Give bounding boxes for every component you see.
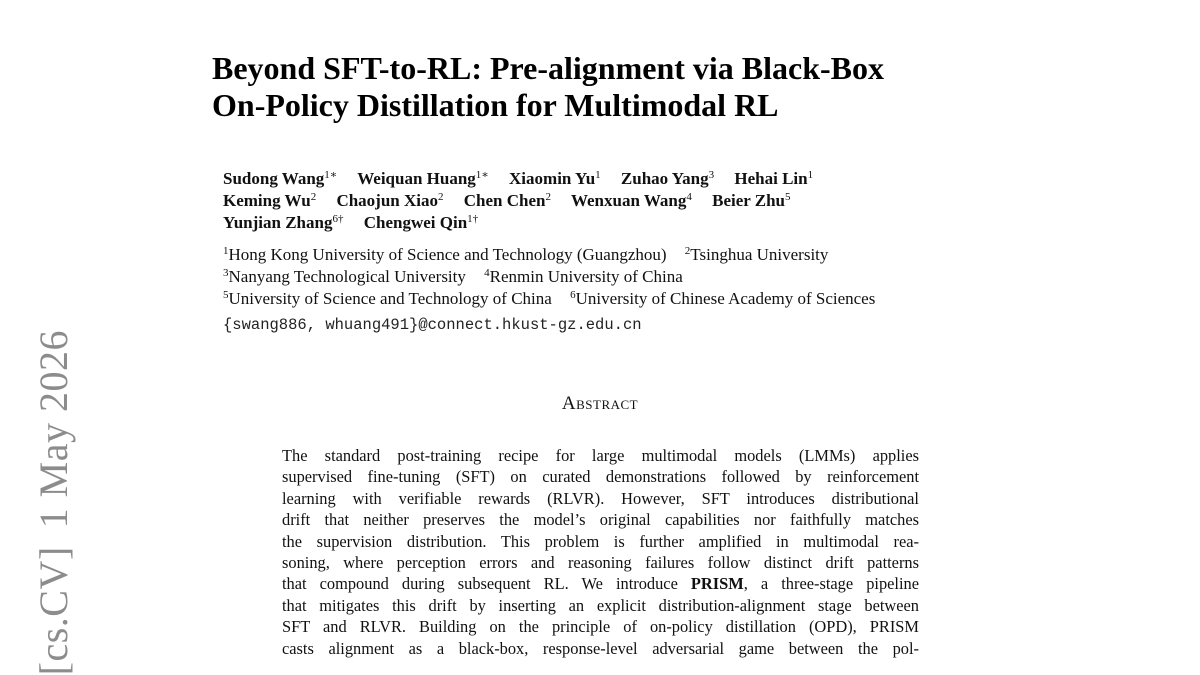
author-mark: 2 [310, 191, 317, 203]
author-mark: 6† [332, 213, 344, 225]
affiliation-name: Hong Kong University of Science and Technology (Guangzhou) [228, 245, 667, 264]
author-name: Zuhao Yang [620, 169, 709, 188]
author-mark: 4 [686, 191, 692, 203]
author-name: Yunjian Zhang [223, 213, 333, 232]
author [712, 191, 790, 210]
abstract-text: , a three-stage pipeline [743, 574, 919, 594]
abstract-line: soning, where perception errors and reasoning failures follow distinct drift patterns [282, 553, 919, 573]
author [223, 213, 343, 232]
affiliation-line [223, 266, 1043, 288]
author-line [223, 190, 1023, 212]
author-name: Keming Wu [223, 191, 311, 210]
affiliation-name: Tsinghua University [690, 245, 829, 264]
author-name: Hehai Lin [734, 169, 808, 188]
affiliation-line [223, 244, 1043, 266]
author-name: Xiaomin Yu [509, 169, 596, 188]
affiliation-mark: 2 [684, 245, 691, 257]
author-name: Weiquan Huang [357, 169, 476, 188]
abstract-line: drift that neither preserves the model’s original capabilities nor faithfully matches [282, 510, 919, 530]
author [734, 169, 813, 188]
author-mark: 2 [438, 191, 444, 203]
author-mark: 1∗ [475, 169, 489, 181]
affiliation [570, 289, 875, 308]
abstract-text: that compound during subsequent RL. We introduce [282, 574, 691, 594]
author [223, 169, 337, 188]
author-name: Sudong Wang [223, 169, 325, 188]
author-list [223, 168, 1023, 234]
author-name: Chen Chen [463, 191, 546, 210]
arxiv-date: 1 May 2026 [31, 330, 76, 529]
author [464, 191, 551, 210]
author-mark: 3 [708, 169, 715, 181]
author [357, 169, 489, 188]
abstract-heading: Abstract [561, 393, 639, 414]
arxiv-stamp [30, 330, 77, 675]
abstract-body [282, 445, 919, 659]
abstract-line [282, 573, 919, 594]
author-mark: 1 [807, 169, 814, 181]
author-mark: 1† [467, 213, 479, 225]
method-name: PRISM [690, 574, 744, 594]
title-line-2: On-Policy Distillation for Multimodal RL [212, 87, 779, 123]
abstract-line: that mitigates this drift by inserting an explicit distribution-alignment stage between [282, 595, 919, 615]
title-line-1: Beyond SFT-to-RL: Pre-alignment via Black-Box [212, 50, 885, 86]
affiliation [223, 245, 667, 264]
affiliation [223, 289, 552, 308]
affiliation [685, 245, 829, 264]
author-mark: 5 [785, 191, 791, 203]
paper-title [212, 50, 1012, 124]
author-line [223, 168, 1023, 190]
author [571, 191, 692, 210]
affiliation-name: Renmin University of China [489, 267, 683, 286]
affiliation-name: Nanyang Technological University [228, 267, 466, 286]
affiliation-mark: 3 [223, 267, 229, 279]
author-name: Beier Zhu [712, 191, 786, 210]
contact-email[interactable]: {swang886, whuang491}@connect.hkust-gz.edu.cn [223, 316, 642, 334]
author-line [223, 212, 1023, 234]
author [336, 191, 443, 210]
affiliation-mark: 6 [570, 289, 576, 301]
abstract-line: the supervision distribution. This problem is further amplified in multimodal rea- [282, 531, 919, 551]
author-mark: 2 [545, 191, 551, 203]
affiliation-line [223, 288, 1043, 310]
abstract-line: supervised fine-tuning (SFT) on curated demonstrations followed by reinforcement [282, 467, 919, 487]
author [223, 191, 316, 210]
affiliation-name: University of Science and Technology of China [228, 289, 552, 308]
author [621, 169, 714, 188]
abstract-line: SFT and RLVR. Building on the principle of on-policy distillation (OPD), PRISM [282, 617, 919, 637]
author [364, 213, 478, 232]
author-name: Chaojun Xiao [336, 191, 439, 210]
author-mark: 1∗ [324, 169, 338, 181]
author [509, 169, 601, 188]
affiliation [484, 267, 683, 286]
affiliation-mark: 5 [223, 289, 229, 301]
affiliation [223, 267, 466, 286]
affiliation-name: University of Chinese Academy of Sciences [575, 289, 876, 308]
affiliation-list [223, 244, 1043, 310]
affiliation-mark: 4 [484, 267, 490, 279]
abstract-line: casts alignment as a black-box, response-level adversarial game between the pol- [282, 638, 919, 658]
abstract-line: learning with verifiable rewards (RLVR). However, SFT introduces distributional [282, 488, 919, 508]
abstract-line: The standard post-training recipe for large multimodal models (LMMs) applies [282, 446, 919, 465]
arxiv-category: [cs.CV] [31, 546, 76, 675]
author-name: Wenxuan Wang [570, 191, 687, 210]
author-mark: 1 [595, 169, 601, 181]
author-name: Chengwei Qin [363, 213, 468, 232]
affiliation-mark: 1 [223, 245, 229, 257]
